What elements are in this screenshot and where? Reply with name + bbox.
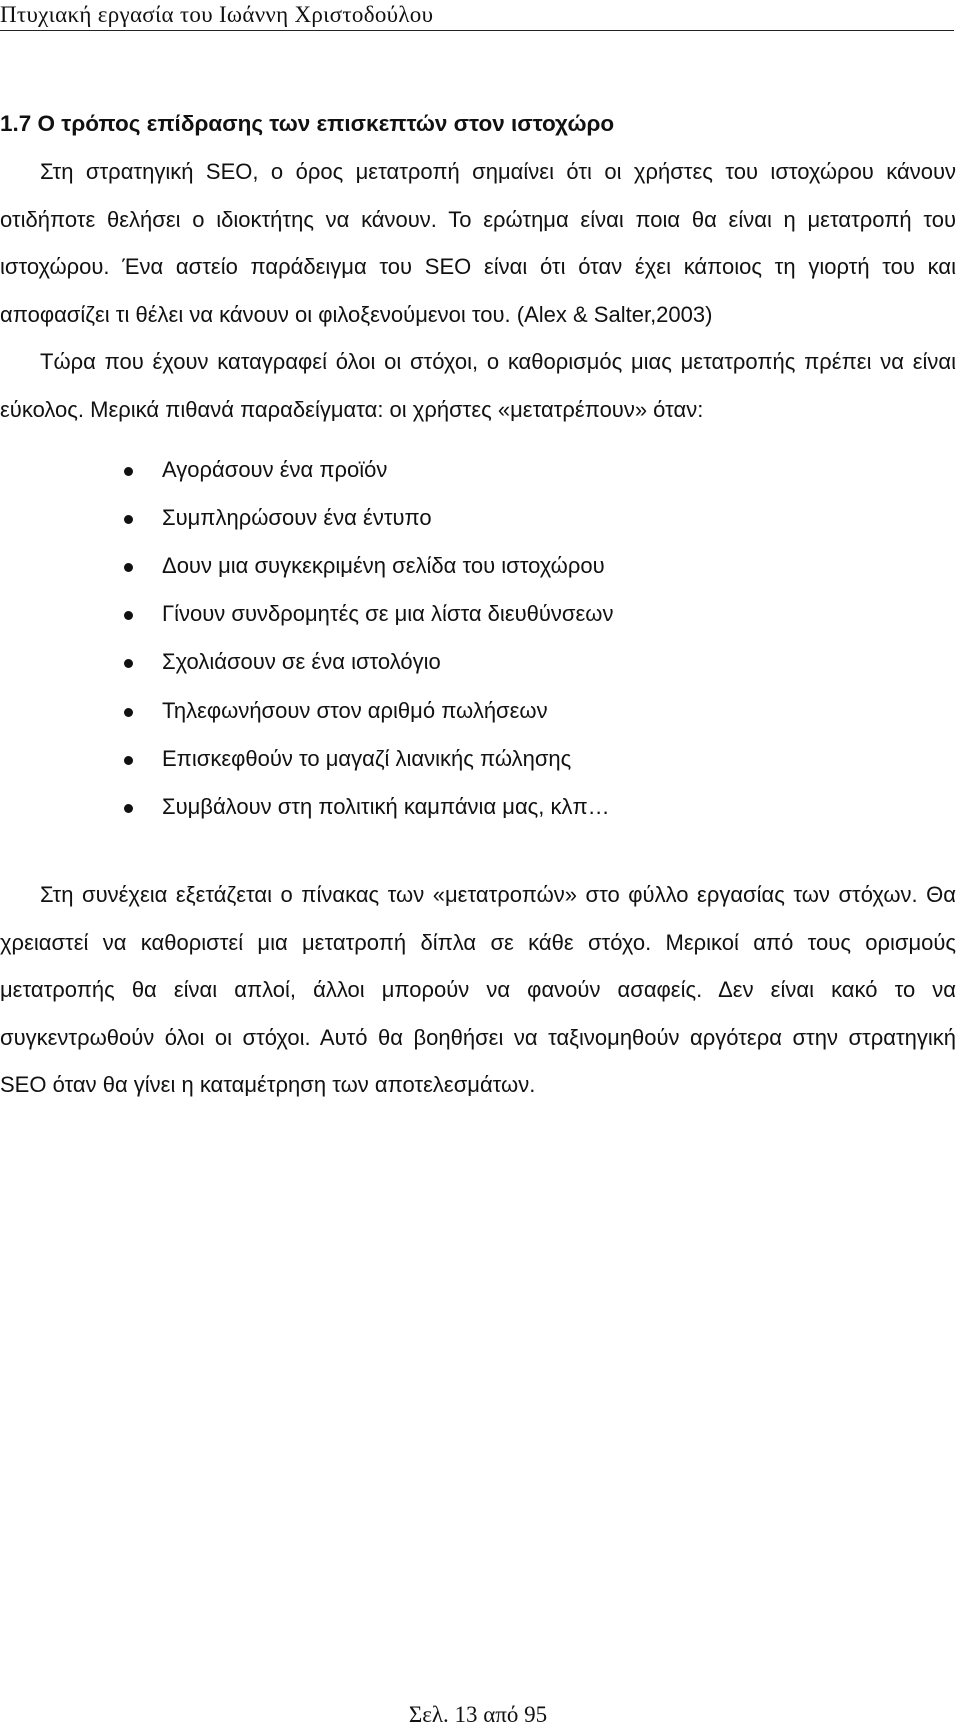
- body-paragraph: Στη στρατηγική SEO, ο όρος μετατροπή σημαίνει ότι οι χρήστες του ιστοχώρου κάνουν οτιδήποτε θελήσει ο ιδιοκτήτης να κάνουν. Το ερώτημα είναι ποια θα είναι η μετατροπή του ιστοχώρου. Ένα αστείο παράδειγμα του SEO είναι ότι όταν έχει κάποιος τη γιορτή του και αποφασίζει τι θέλει να κάνουν οι φιλοξενούμενοι του. (Alex & Salter,2003): [0, 159, 956, 327]
- list-item: [0, 590, 956, 638]
- list-item-text: Γίνουν συνδρομητές σε μια λίστα διευθύνσεων: [162, 601, 614, 627]
- list-item: [0, 494, 956, 542]
- page-body: [0, 104, 956, 1109]
- list-item-text: Επισκεφθούν το μαγαζί λιανικής πώλησης: [162, 745, 572, 771]
- section-heading: 1.7 Ο τρόπος επίδρασης των επισκεπτών στον ιστοχώρο: [0, 111, 615, 136]
- page-number: Σελ. 13 από 95: [408, 1702, 548, 1727]
- list-item: [0, 783, 956, 831]
- bullet-icon: [124, 659, 133, 668]
- list-item-text: Συμπληρώσουν ένα έντυπο: [162, 504, 432, 530]
- body-paragraph: Στη συνέχεια εξετάζεται ο πίνακας των «μετατροπών» στο φύλλο εργασίας των στόχων. Θα χρειαστεί να καθοριστεί μια μετατροπή δίπλα σε κάθε στόχο. Μερικοί από τους ορισμούς μετατροπής θα είναι απλοί, άλλοι μπορούν να φανούν ασαφείς. Δεν είναι κακό το να συγκεντρωθούν όλοι οι στόχοι. Αυτό θα βοηθήσει να ταξινομηθούν αργότερα στην στρατηγική SEO όταν θα γίνει η καταμέτρηση των αποτελεσμάτων.: [0, 882, 956, 1098]
- list-item: [0, 542, 956, 590]
- list-item: [0, 638, 956, 686]
- running-title: Πτυχιακή εργασία του Ιωάννη Χριστοδούλου: [0, 2, 434, 27]
- bullet-icon: [124, 563, 133, 572]
- bullet-icon: [124, 467, 133, 476]
- list-item: [0, 446, 956, 494]
- bullet-icon: [124, 611, 133, 620]
- list-item: [0, 735, 956, 783]
- conversion-examples-list: [0, 446, 956, 832]
- list-item: [0, 687, 956, 735]
- running-header: [0, 0, 954, 31]
- bullet-icon: [124, 515, 133, 524]
- list-item-text: Τηλεφωνήσουν στον αριθμό πωλήσεων: [162, 697, 548, 723]
- body-paragraph: Τώρα που έχουν καταγραφεί όλοι οι στόχοι, ο καθορισμός μιας μετατροπής πρέπει να είναι εύκολος. Μερικά πιθανά παραδείγματα: οι χρήστες «μετατρέπουν» όταν:: [0, 349, 956, 422]
- list-item-text: Δουν μια συγκεκριμένη σελίδα του ιστοχώρου: [162, 552, 605, 578]
- page-footer: [0, 1701, 956, 1729]
- list-item-text: Συμβάλουν στη πολιτική καμπάνια μας, κλπ…: [162, 793, 610, 819]
- list-item-text: Αγοράσουν ένα προϊόν: [162, 456, 388, 482]
- bullet-icon: [124, 708, 133, 717]
- bullet-icon: [124, 804, 133, 813]
- bullet-icon: [124, 756, 133, 765]
- list-item-text: Σχολιάσουν σε ένα ιστολόγιο: [162, 649, 441, 675]
